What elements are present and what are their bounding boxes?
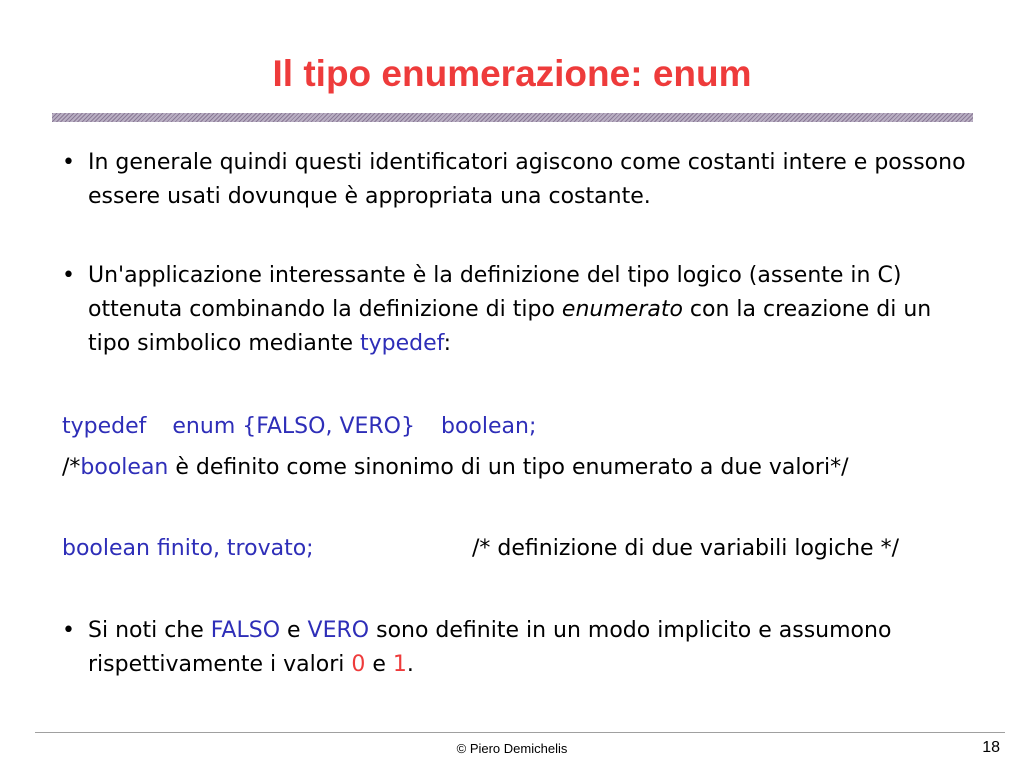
bullet-text-3 bbox=[88, 614, 977, 682]
bullet2-italic-term: enumerato bbox=[561, 297, 683, 322]
code-enum-definition: enum {FALSO, VERO} bbox=[172, 414, 415, 439]
code-keyword-typedef: typedef bbox=[62, 414, 147, 439]
comment-keyword: boolean bbox=[80, 455, 169, 480]
bullet3-mid1: e bbox=[280, 618, 308, 643]
footer-copyright: © Piero Demichelis bbox=[456, 741, 568, 756]
bullet-item-2 bbox=[62, 259, 977, 361]
bullet-text-1: In generale quindi questi identificatori agiscono come costanti intere e possono essere usati dovunque è appropriata una costante. bbox=[88, 150, 966, 209]
comment-prefix: /* bbox=[62, 455, 81, 480]
code-declaration: boolean finito, trovato; bbox=[62, 536, 314, 561]
bullet3-mid2: e bbox=[365, 652, 393, 677]
bullet2-end: : bbox=[443, 331, 452, 356]
page-number: 18 bbox=[982, 739, 1000, 756]
bullet-icon: • bbox=[62, 618, 75, 643]
bullet2-text-part2: con la creazione di un tipo simbolico mediante bbox=[88, 297, 932, 356]
code-line-typedef bbox=[62, 410, 536, 444]
bullet-item-3 bbox=[62, 614, 977, 682]
footer-divider bbox=[35, 732, 1005, 733]
bullet-icon: • bbox=[62, 150, 75, 175]
code-comment-line bbox=[62, 451, 849, 485]
bullet3-value-zero: 0 bbox=[351, 652, 366, 677]
bullet-text-2 bbox=[88, 259, 977, 361]
bullet3-value-one: 1 bbox=[392, 652, 407, 677]
bullet2-text-part1: Un'applicazione interessante è la definizione del tipo logico (assente in C) ottenuta combinando la definizione di tipo bbox=[88, 263, 902, 322]
code-line-declaration bbox=[62, 532, 972, 566]
bullet3-end: . bbox=[406, 652, 414, 677]
bullet3-text-part2: sono definite in un modo implicito e assumono rispettivamente i valori bbox=[88, 618, 892, 677]
bullet3-keyword-vero: VERO bbox=[307, 618, 370, 643]
bullet2-keyword: typedef bbox=[359, 331, 444, 356]
bullet3-keyword-falso: FALSO bbox=[210, 618, 281, 643]
comment-rest: è definito come sinonimo di un tipo enumerato a due valori*/ bbox=[168, 455, 849, 480]
code-declaration-comment: /* definizione di due variabili logiche */ bbox=[472, 536, 899, 561]
title-divider bbox=[52, 113, 973, 122]
bullet-item-1 bbox=[62, 146, 977, 214]
bullet-icon: • bbox=[62, 263, 75, 288]
bullet3-text-part1: Si noti che bbox=[88, 618, 211, 643]
code-type-name: boolean; bbox=[441, 414, 537, 439]
slide-title: Il tipo enumerazione: enum bbox=[272, 53, 752, 94]
